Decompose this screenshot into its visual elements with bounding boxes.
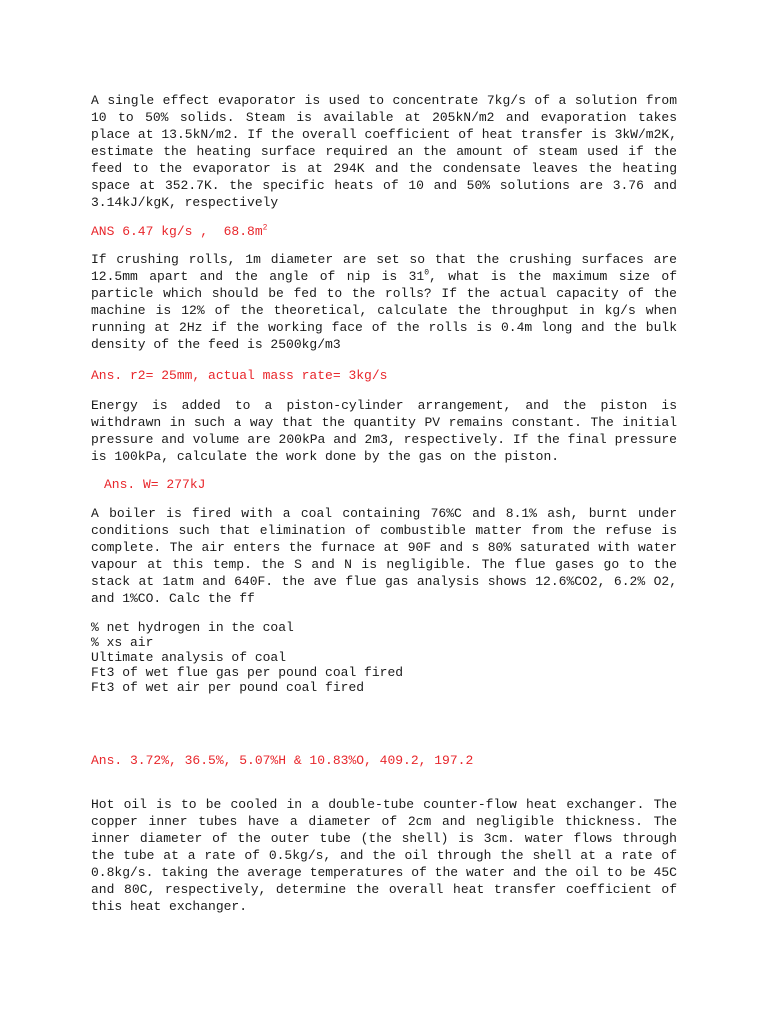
list-item: % xs air	[91, 635, 154, 650]
list-item: Ft3 of wet flue gas per pound coal fired	[91, 665, 404, 680]
list-item: Ft3 of wet air per pound coal fired	[91, 680, 365, 695]
problem-2-degree-superscript: 0	[424, 268, 430, 278]
list-item: % net hydrogen in the coal	[91, 620, 294, 635]
problem-1-answer-text: ANS 6.47 kg/s , 68.8m	[91, 224, 263, 239]
problem-3-text: Energy is added to a piston-cylinder arrangement, and the piston is withdrawn in such a way that the quantity PV remains constant. The initial pressure and volume are 200kPa and 2m3, respectively. If the final pressure is 100kPa, calculate the work done by the gas on the piston.	[91, 398, 677, 464]
problem-4-answer: Ans. 3.72%, 36.5%, 5.07%H & 10.83%O, 409.2, 197.2	[91, 753, 474, 768]
problem-5-text: Hot oil is to be cooled in a double-tube counter-flow heat exchanger. The copper inner tubes have a diameter of 2cm and negligible thickness. The inner diameter of the outer tube (the shell) is 3cm. water flows through the tube at a rate of 0.5kg/s, and the oil through the shell at a rate of 0.8kg/s. taking the average temperatures of the water and the oil to be 45C and 80C, respectively, determine the overall heat transfer coefficient of this heat exchanger.	[91, 797, 677, 914]
problem-4-items	[91, 620, 403, 695]
problem-2-text	[91, 251, 677, 353]
problem-1-answer	[91, 223, 267, 240]
problem-3-answer: Ans. W= 277kJ	[104, 477, 206, 492]
problem-2-text-start: If crushing rolls, 1m diameter are set so that the crushing surfaces are 12.5mm apart and the angle of nip is 31	[91, 252, 677, 284]
problem-1-text: A single effect evaporator is used to concentrate 7kg/s of a solution from 10 to 50% solids. Steam is available at 205kN/m2 and evaporation takes place at 13.5kN/m2. If the overall coefficient of heat transfer is 3kW/m2K, estimate the heating surface required an the amount of steam used if the feed to the evaporator is at 294K and the condensate leaves the heating space at 352.7K. the specific heats of 10 and 50% solutions are 3.76 and 3.14kJ/kgK, respectively	[91, 93, 677, 210]
problem-2-answer: Ans. r2= 25mm, actual mass rate= 3kg/s	[91, 368, 388, 383]
problem-4-text: A boiler is fired with a coal containing 76%C and 8.1% ash, burnt under conditions such that elimination of combustible matter from the refuse is complete. The air enters the furnace at 90F and s 80% saturated with water vapour at this temp. the S and N is negligible. The flue gases go to the stack at 1atm and 640F. the ave flue gas analysis shows 12.6%CO2, 6.2% O2, and 1%CO. Calc the ff	[91, 506, 677, 606]
list-item: Ultimate analysis of coal	[91, 650, 287, 665]
problem-2-text-end: , what is the maximum size of particle which should be fed to the rolls? If the actual capacity of the machine is 12% of the theoretical, calculate the throughput in kg/s when running at 2Hz if the working face of the rolls is 0.4m long and the bulk density of the feed is 2500kg/m3	[91, 269, 677, 352]
problem-1-answer-superscript: 2	[262, 223, 268, 233]
